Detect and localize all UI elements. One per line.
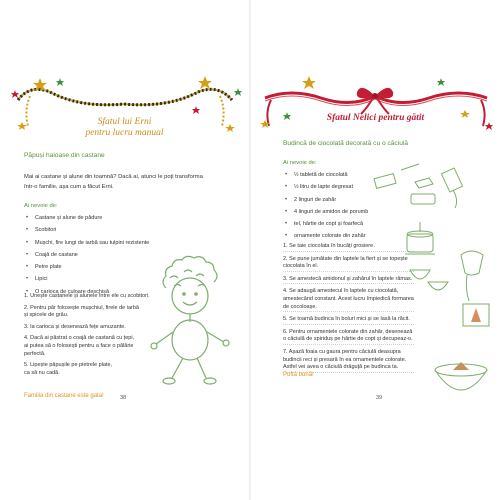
- material-item: [26, 263, 149, 275]
- step-item: [24, 293, 150, 301]
- bullet-icon: •: [26, 276, 29, 283]
- page-number: 39: [376, 395, 383, 401]
- step-item-text: 3. Se amestecă amidonul și zahărul în laptele rămas.: [283, 275, 413, 282]
- material-item: [26, 214, 149, 226]
- ingredient-item: [285, 171, 368, 183]
- material-item-text: Castane și alune de pădure: [35, 215, 103, 221]
- small-bowls-illustration: [406, 260, 451, 300]
- pouring-pot-illustration: [451, 245, 491, 305]
- instructions-list: [283, 243, 414, 377]
- bullet-icon: •: [285, 233, 288, 240]
- closing-line: Poftă bună!: [283, 372, 314, 378]
- left-page: [0, 0, 249, 500]
- left-banner-title: [0, 117, 249, 139]
- bullet-icon: •: [26, 239, 29, 246]
- bullet-icon: •: [285, 221, 288, 228]
- material-item-text: Lipici: [35, 276, 48, 283]
- step-item-text: 3. Ia carioca și desenează fețe amuzante.: [24, 323, 126, 330]
- material-item-text: Petre plate: [35, 264, 62, 271]
- step-item-text: 5. Lipește păpușile pe pietrele plate, ca să nu cadă.: [24, 362, 113, 376]
- section-heading: Budincă de ciocolată decorată cu o căciulă: [283, 140, 408, 147]
- instructions-list: [24, 293, 150, 381]
- bullet-icon: •: [26, 264, 29, 271]
- material-item-text: Scobitori: [35, 227, 57, 234]
- step-item: [24, 305, 150, 320]
- ingredient-item: [285, 183, 368, 195]
- ingredients-list: [285, 171, 368, 245]
- step-item: [283, 316, 414, 325]
- bullet-icon: •: [26, 288, 29, 295]
- step-item: [283, 329, 414, 345]
- ingredient-item-text: 2 linguri de zahăr: [294, 196, 337, 203]
- chestnut-doll-illustration: [140, 250, 240, 400]
- step-item-text: 2. Pentru păr folosește mușchiul, firele de iarbă și spicele de grâu.: [24, 304, 139, 319]
- material-item: [26, 251, 149, 263]
- step-item: [283, 349, 414, 373]
- right-banner-title: Sfatul Nelici pentru gătit: [326, 113, 425, 123]
- right-page: [251, 0, 500, 500]
- ingredient-item-text: ½ tabletă de ciocolată: [294, 172, 348, 178]
- material-item: [26, 275, 149, 287]
- needs-label: Ai nevoie de:: [24, 203, 58, 209]
- bullet-icon: •: [26, 227, 29, 234]
- banner-title-line-1: Sfatul lui Erni: [97, 117, 152, 127]
- needs-label: Ai nevoie de:: [283, 160, 317, 166]
- bullet-icon: •: [285, 208, 288, 215]
- step-item: [283, 256, 414, 272]
- bullet-icon: •: [26, 251, 29, 258]
- material-item: [26, 226, 149, 238]
- step-item-text: 1. Se taie ciocolata în bucăți grosiere.: [283, 243, 375, 249]
- bullet-icon: •: [285, 172, 288, 178]
- step-item-text: 4. Dacă ai păstrat o coajă de castană cu țepi, ai putea să o folosești pentru a face o pălărie perfectă.: [24, 335, 135, 357]
- hat-stencil-illustration: [461, 300, 491, 330]
- ingredient-item-text: tel, hârtie de copt și foarfecă: [294, 221, 364, 228]
- step-item-text: 5. Se toarnă budinca în boluri mici și se lasă la răcit.: [283, 316, 410, 323]
- ingredient-item: [285, 220, 368, 232]
- material-item-text: Mușchi, fire lungi de iarbă sau tulpini rezistente: [35, 239, 150, 246]
- closing-line: Familia din castane este gata!: [24, 393, 104, 399]
- ingredient-item-text: ornamente colorate din zahăr: [294, 233, 366, 240]
- step-item-text: 2. Se pune jumătate din laptele la fiert și se topește ciocolata în el.: [283, 255, 408, 270]
- pudding-bowl-illustration: [431, 360, 491, 400]
- bullet-icon: •: [285, 196, 288, 203]
- step-item: [283, 276, 414, 285]
- step-item-text: 6. Pentru ornamentele colorate din zahăr, desenează o căciulă de spiriduș pe hârtie de copt și decupeaz-o.: [283, 328, 413, 343]
- step-item-text: 7. Așază foaia cu gaura pentru căciulă deasupra budincii reci și presară în ea ornamentele colorate. Astfel vei avea o căciulă drăguță pe budinca ta.: [283, 348, 407, 371]
- step-item: [283, 243, 414, 252]
- intro-paragraph: Mai ai castane și alune din toamnă? Dacă ai, atunci le poți transforma într-o familie, așa cum a făcut Erni.: [24, 174, 203, 190]
- material-item-text: Coajă de castane: [35, 251, 78, 258]
- step-item: [24, 362, 150, 377]
- materials-list: [26, 214, 149, 300]
- bullet-icon: •: [26, 215, 29, 221]
- pot-on-stove-illustration: [401, 220, 441, 260]
- material-item: [26, 239, 149, 251]
- ingredient-item: [285, 196, 368, 208]
- bullet-icon: •: [285, 184, 288, 191]
- page-number: 38: [120, 395, 127, 401]
- step-item: [24, 335, 150, 358]
- red-ribbon-banner: [251, 60, 500, 140]
- step-item: [24, 324, 150, 332]
- step-item-text: 4. Se adaugă amestecul în laptele cu ciocolată, amestecând constant. Acest lucru împiedică formarea de cocoloașe.: [283, 288, 414, 310]
- ingredient-item-text: 4 linguri de amidon de porumb: [294, 208, 369, 215]
- step-item-text: 1. Unește castanele și alunele între ele cu scobitori.: [24, 293, 150, 299]
- section-heading: Păpuși haioase din castane: [24, 152, 105, 159]
- ingredient-item: [285, 208, 368, 220]
- material-item-text: O carioca de culoare deschisă: [35, 288, 109, 295]
- ingredient-item-text: ½ litru de lapte degresat: [294, 184, 354, 191]
- step-item: [283, 288, 414, 312]
- chocolate-bar-cutting-illustration: [371, 162, 483, 222]
- banner-title-line-2: pentru lucru manual: [85, 128, 164, 138]
